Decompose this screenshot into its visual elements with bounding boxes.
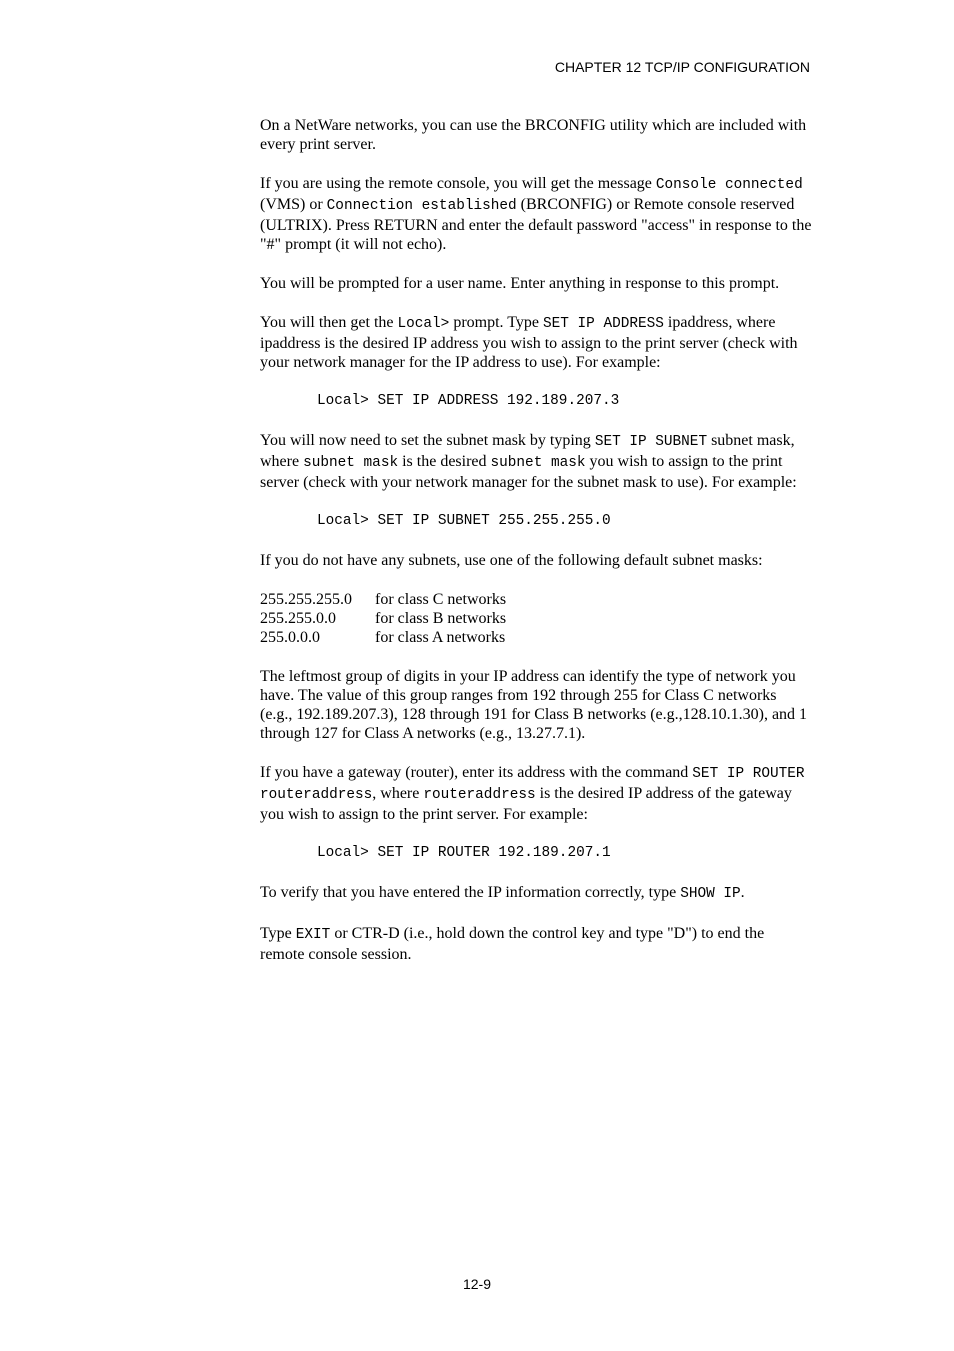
page-number: 12-9: [462, 1276, 492, 1292]
paragraph-default-masks: If you do not have any subnets, use one of the following default subnet masks:: [260, 552, 763, 569]
table-row: [260, 609, 506, 628]
mask-address: 255.0.0.0: [260, 629, 320, 646]
mask-address: 255.255.0.0: [260, 610, 336, 627]
paragraph-verify: To verify that you have entered the IP information correctly, type SHOW IP.: [260, 884, 745, 902]
code-local-prompt: Local>: [397, 316, 450, 332]
code-connection-established: Connection established: [326, 198, 517, 214]
code-subnet-mask: subnet mask: [303, 455, 399, 471]
code-set-ip-router: SET IP ROUTER routeraddress: [260, 766, 805, 803]
paragraph-network-classes: The leftmost group of digits in your IP address can identify the type of network you have. The value of this group ranges from 192 through 255 for Class C networks (e.g., 192.189.207.3), 128 through 191 for Class B networks (e.g.,128.10.1.30), and 1 through 127 for Class A networks (e.g., 13.27.7.1).: [260, 668, 808, 742]
command-example-subnet: Local> SET IP SUBNET 255.255.255.0: [317, 513, 611, 529]
paragraph-exit: Type EXIT or CTR-D (i.e., hold down the control key and type "D") to end the remote console session.: [260, 925, 765, 963]
paragraph-remote-console: If you are using the remote console, you will get the message Console connected (VMS) or Connection established (BRCONFIG) or Remote console reserved (ULTRIX). Press RETURN and enter the default password "access" in response to the "#" prompt (it will not echo).: [260, 175, 812, 253]
code-routeraddress: routeraddress: [423, 787, 536, 803]
code-set-ip-address: SET IP ADDRESS: [543, 316, 664, 332]
paragraph-netware: On a NetWare networks, you can use the BRCONFIG utility which are included with every print server.: [260, 117, 807, 153]
command-example-router: Local> SET IP ROUTER 192.189.207.1: [317, 845, 611, 861]
paragraph-gateway: If you have a gateway (router), enter its address with the command SET IP ROUTER routeraddress, where routeraddress is the desired IP address of the gateway you wish to assign to the print server. For example:: [260, 764, 805, 823]
paragraph-set-ip-address: You will then get the Local> prompt. Type SET IP ADDRESS ipaddress, where ipaddress is the desired IP address you wish to assign to the print server (check with your network manager for the IP address to use). For example:: [260, 314, 798, 371]
chapter-header: CHAPTER 12 TCP/IP CONFIGURATION: [554, 59, 810, 75]
mask-address: 255.255.255.0: [260, 591, 352, 608]
mask-description: for class A networks: [375, 629, 506, 646]
mask-description: for class B networks: [375, 610, 507, 627]
table-row: [260, 590, 506, 609]
page-body: [260, 116, 812, 984]
paragraph-user-name: You will be prompted for a user name. Enter anything in response to this prompt.: [260, 275, 780, 292]
paragraph-subnet-mask: You will now need to set the subnet mask by typing SET IP SUBNET subnet mask, where subnet mask is the desired subnet mask you wish to assign to the print server (check with your network manager for the subnet mask to use). For example:: [260, 432, 797, 491]
code-set-ip-subnet: SET IP SUBNET: [594, 434, 708, 450]
subnet-mask-table: [260, 590, 506, 647]
code-subnet-mask-2: subnet mask: [490, 455, 586, 471]
mask-description: for class C networks: [375, 591, 507, 608]
table-row: [260, 628, 506, 647]
code-show-ip: SHOW IP: [680, 886, 741, 902]
code-exit: EXIT: [295, 927, 331, 943]
command-example-address: Local> SET IP ADDRESS 192.189.207.3: [317, 393, 620, 409]
code-console-connected: Console connected: [655, 177, 803, 193]
